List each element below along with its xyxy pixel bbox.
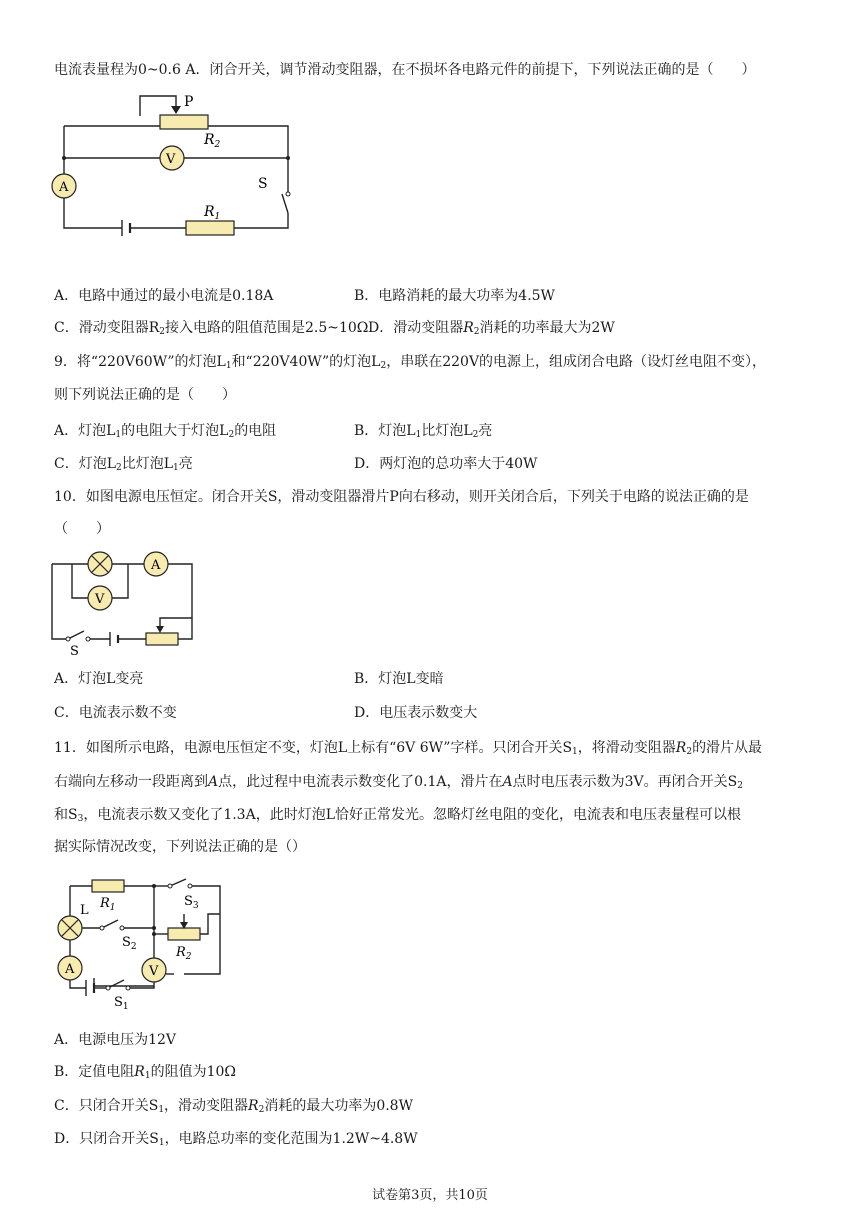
label-v: V — [149, 964, 159, 979]
svg-text:R1: $R_1$ — [204, 204, 221, 222]
label-p: P — [184, 94, 194, 110]
q8-option-b: B．电路消耗的最大功率为4.5W — [354, 288, 555, 304]
q8-stem: 电流表量程为0~0.6 A．闭合开关，调节滑动变阻器，在不损坏各电路元件的前提下，下列说法正确的是（ ） — [54, 62, 756, 78]
label-r1: R — [204, 204, 215, 220]
q11-option-c: C．只闭合开关$S_1$，滑动变阻器$R_2$消耗的最大功率为0.8W — [54, 1098, 413, 1115]
q9-stem-line2: 则下列说法正确的是（ ） — [54, 387, 236, 403]
resistor-r1 — [186, 221, 234, 235]
q9-option-d: D．两灯泡的总功率大于40W — [354, 456, 538, 472]
q11-option-a: A．电源电压为12V — [54, 1032, 177, 1048]
q11-stem-line1: 11．如图所示电路，电源电压恒定不变，灯泡L上标有“6V 6W”字样。只闭合开关$S_1$，将滑动变阻器$R_2$的滑片从最 — [54, 740, 763, 757]
resistor-r2 — [160, 115, 208, 129]
q11-option-b: B．定值电阻$R_1$的阻值为10Ω — [54, 1064, 236, 1081]
q8-option-c: C．滑动变阻器$R_2$接入电路的阻值范围是2.5~10Ω — [54, 320, 369, 337]
label-a: A — [59, 180, 69, 195]
page-footer: 试卷第3页，共10页 — [372, 1188, 488, 1203]
q10-option-a: A．灯泡L变亮 — [54, 671, 144, 687]
svg-text:R2: $R_2$ — [204, 132, 221, 150]
q9-option-a: A．灯泡$L_1$的电阻大于灯泡$L_2$的电阻 — [54, 423, 277, 440]
q11-stem-line3: 和$S_3$，电流表示数又变化了1.3A，此时灯泡L恰好正常发光。忽略灯丝电阻的变化，电流表和电压表量程可以根 — [54, 807, 741, 824]
rheostat-r2 — [168, 928, 200, 940]
svg-text:S2: $S_2$ — [122, 935, 137, 952]
q9-option-c: C．灯泡$L_2$比灯泡$L_1$亮 — [54, 456, 193, 473]
resistor-r1 — [92, 880, 124, 892]
q9-option-b: B．灯泡$L_1$比灯泡$L_2$亮 — [354, 423, 493, 440]
q10-option-b: B．灯泡L变暗 — [354, 671, 444, 687]
label-r2: R — [204, 132, 215, 148]
slider-arrow-icon — [156, 626, 164, 633]
label-s2: S — [122, 935, 131, 950]
label-s3: S — [184, 894, 193, 909]
svg-text:R2: $R_2$ — [176, 945, 192, 962]
svg-text:R1: $R_1$ — [100, 896, 116, 913]
q11-circuit-diagram — [50, 872, 230, 1012]
label-v: V — [95, 592, 105, 607]
svg-text:S1: $S_1$ — [114, 995, 129, 1012]
label-s: S — [70, 644, 79, 656]
label-r2: R — [176, 945, 186, 960]
label-s1: S — [114, 995, 123, 1010]
q8-option-a: A．电路中通过的最小电流是0.18A — [54, 288, 274, 304]
label-r1: R — [100, 896, 110, 911]
q8-option-d: D．滑动变阻器$R_2$消耗的功率最大为2W — [368, 320, 615, 337]
label-a: A — [65, 962, 75, 977]
q10-stem-line1: 10．如图电源电压恒定。闭合开关S，滑动变阻器滑片P向右移动，则开关闭合后，下列关于电路的说法正确的是 — [54, 489, 749, 505]
label-v: V — [166, 152, 176, 167]
q10-option-c: C．电流表示数不变 — [54, 705, 177, 721]
q10-option-d: D．电压表示数变大 — [354, 705, 478, 721]
label-a: A — [151, 558, 161, 573]
label-l: L — [80, 903, 89, 918]
q10-stem-line2: （ ） — [54, 521, 110, 537]
q11-stem-line4: 据实际情况改变，下列说法正确的是（） — [54, 839, 306, 855]
slider-arrow-icon — [171, 106, 181, 114]
label-s: S — [258, 176, 268, 192]
svg-text:S3: $S_3$ — [184, 894, 199, 911]
q11-stem-line2: 右端向左移动一段距离到A点，此过程中电流表示数变化了0.1A，滑片在A点时电压表示数为3V。再闭合开关$S_2$ — [54, 774, 743, 791]
rheostat — [146, 633, 178, 645]
q10-circuit-diagram — [48, 546, 198, 656]
q11-option-d: D．只闭合开关$S_1$，电路总功率的变化范围为1.2W~4.8W — [54, 1131, 418, 1148]
q9-stem-line1: 9．将“220V60W”的灯泡$L_1$和“220V40W”的灯泡$L_2$，串联在220V的电源上，组成闭合电路（设灯丝电阻不变）， — [54, 354, 767, 371]
q8-circuit-diagram — [48, 88, 308, 238]
